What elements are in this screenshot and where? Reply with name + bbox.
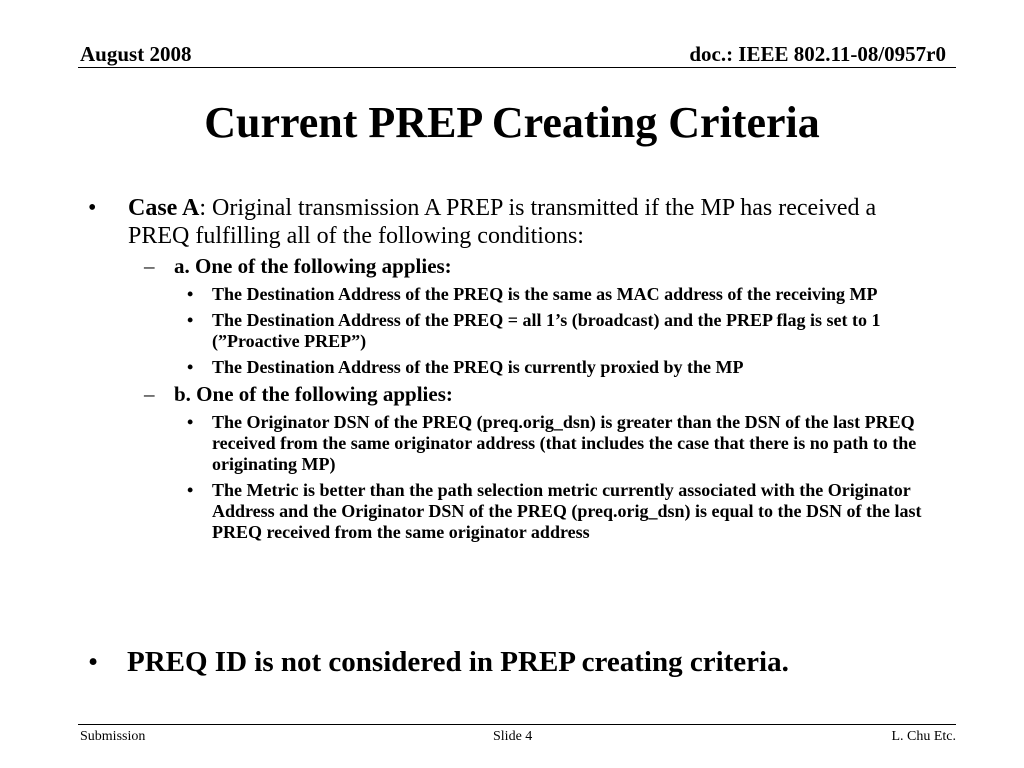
note-text: PREQ ID is not considered in PREP creating criteria. <box>127 646 789 678</box>
group-b-heading <box>0 381 1024 407</box>
bullet-icon: • <box>187 480 194 500</box>
list-item <box>0 412 934 475</box>
footer-author: L. Chu Etc. <box>891 729 956 744</box>
dash-icon: – <box>144 382 155 406</box>
list-item <box>0 480 934 543</box>
footer-divider <box>78 724 956 725</box>
header-divider <box>78 67 956 68</box>
list-item-text: The Destination Address of the PREQ = all 1’s (broadcast) and the PREP flag is set to 1 (”Proactive PREP”) <box>212 310 881 351</box>
header-date: August 2008 <box>80 42 192 66</box>
dash-icon: – <box>144 254 155 278</box>
footer-submission: Submission <box>80 729 146 744</box>
list-item <box>0 284 934 305</box>
header-doc-id: doc.: IEEE 802.11-08/0957r0 <box>689 42 946 66</box>
group-a-heading-text: a. One of the following applies: <box>174 254 452 278</box>
list-item-text: The Destination Address of the PREQ is currently proxied by the MP <box>212 357 744 377</box>
bullet-icon: • <box>187 412 194 432</box>
bullet-icon: • <box>187 284 194 304</box>
group-a-heading <box>0 253 1024 279</box>
case-a-label: Case A <box>128 195 200 221</box>
bullet-icon: • <box>88 195 97 221</box>
list-item <box>0 357 934 378</box>
footer-slide-number: Slide 4 <box>493 729 533 744</box>
list-item-text: The Destination Address of the PREQ is the same as MAC address of the receiving MP <box>212 284 878 304</box>
bullet-icon: • <box>187 310 194 330</box>
note-bullet <box>0 644 1024 680</box>
list-item-text: The Metric is better than the path selection metric currently associated with the Originator Address and the Originator DSN of the PREQ (preq.orig_dsn) is equal to the DSN of the last PREQ received from the same originator address <box>212 480 922 542</box>
note-block <box>0 644 1024 680</box>
bullet-icon: • <box>88 646 99 678</box>
slide-title: Current PREP Creating Criteria <box>204 98 820 147</box>
group-b-heading-text: b. One of the following applies: <box>174 382 453 406</box>
case-a-text: : Original transmission A PREP is transmitted if the MP has received a PREQ fulfilling all of the following conditions: <box>128 195 877 249</box>
case-a-bullet <box>0 194 918 250</box>
slide-body <box>0 194 1024 543</box>
bullet-icon: • <box>187 357 194 377</box>
list-item <box>0 310 934 352</box>
list-item-text: The Originator DSN of the PREQ (preq.orig_dsn) is greater than the DSN of the last PREQ received from the same originator address (that includes the case that there is no path to the originating MP) <box>212 412 917 474</box>
